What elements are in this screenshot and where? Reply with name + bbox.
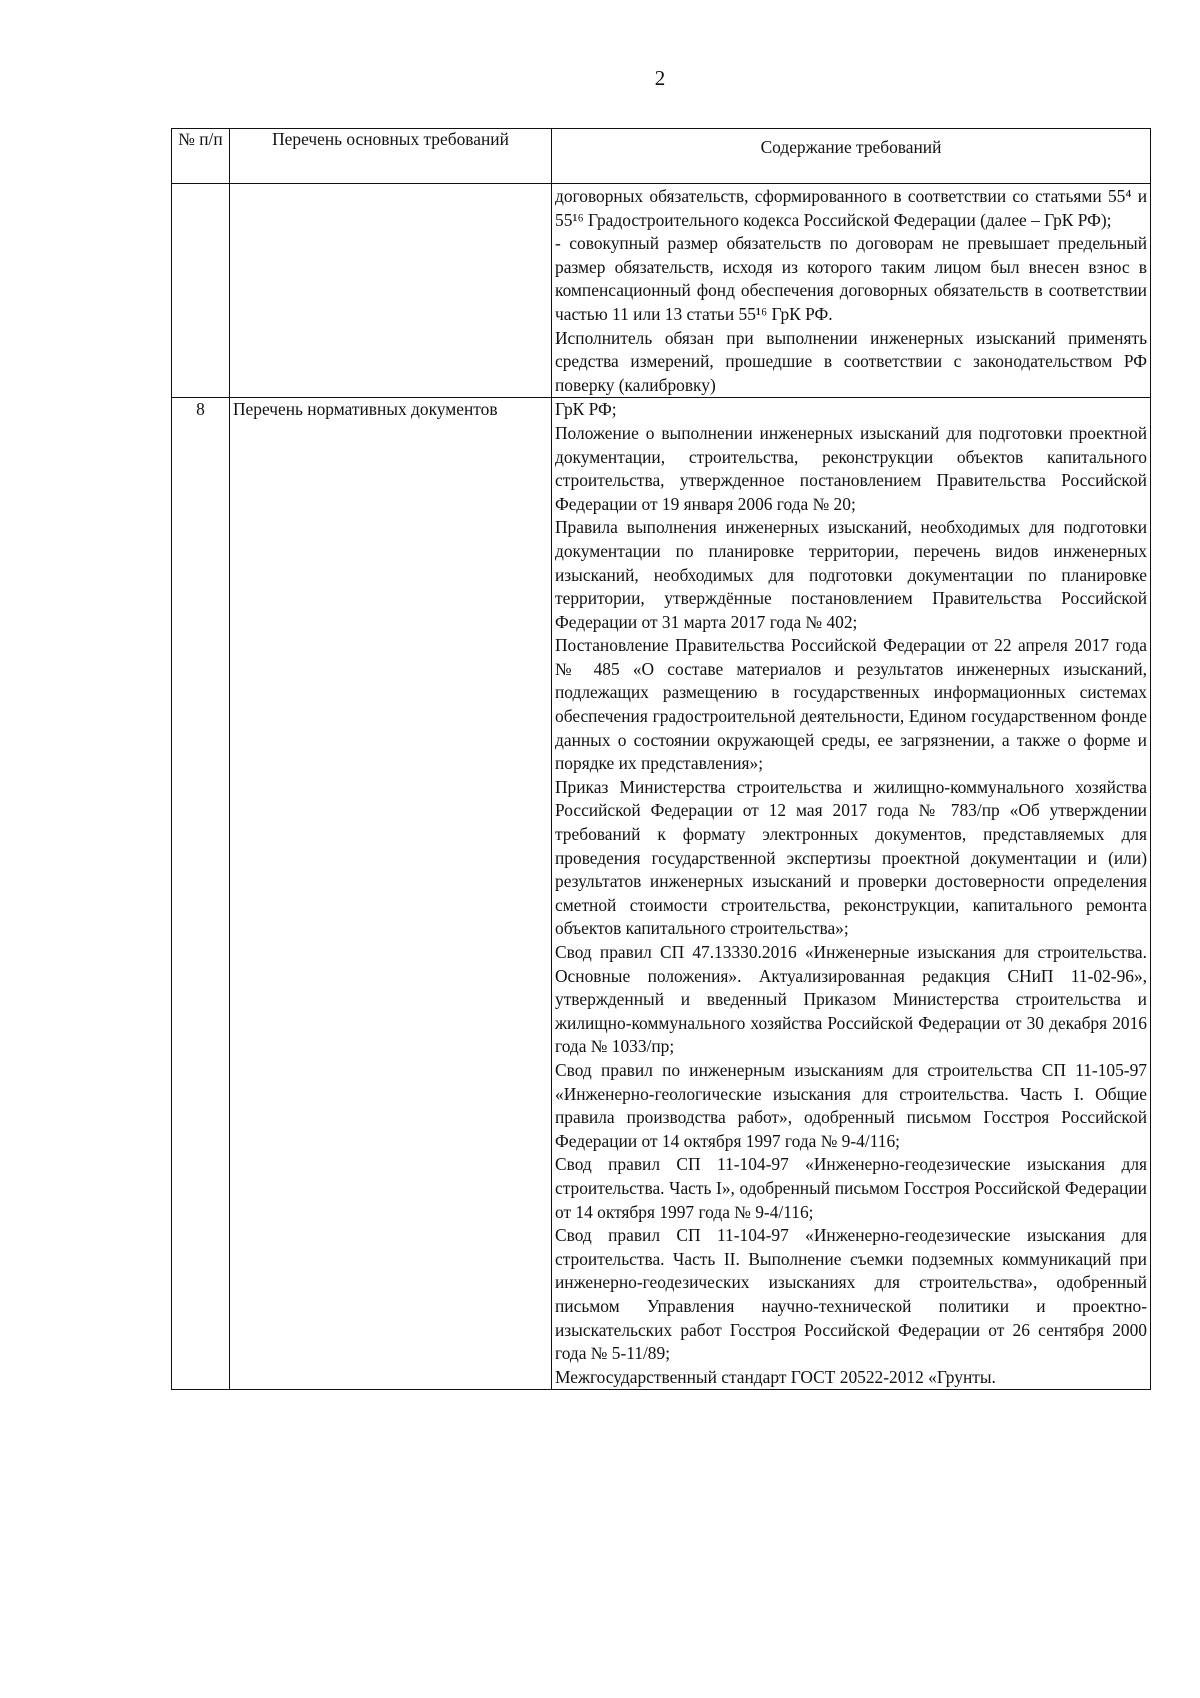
row-requirement-name: Перечень нормативных документов — [230, 398, 552, 1390]
normative-document-item: ГрК РФ; — [555, 399, 617, 420]
content-paragraph: договорных обязательств, сформированного в соответствии со статьями 55⁴ и 55¹⁶ Градостроительного кодекса Российской Федерации (далее – ГрК РФ); — [555, 186, 1147, 230]
row-requirement-content — [552, 184, 1151, 398]
normative-document-item: Приказ Министерства строительства и жилищно-коммунального хозяйства Российской Федерации от 12 мая 2017 года № 783/пр «Об утверждении требований к формату электронных документов, представляемых для проведения государственной экспертизы проектной документации и (или) результатов инженерных изысканий и проверки достоверности определения сметной стоимости строительства, реконструкции, капитального ремонта объектов капитального строительства»; — [555, 776, 1147, 939]
requirements-table — [171, 128, 1151, 1390]
page-number: 2 — [654, 66, 666, 90]
normative-document-item: Межгосударственный стандарт ГОСТ 20522-2012 «Грунты. — [555, 1366, 996, 1387]
table-row-8 — [172, 398, 1151, 1390]
content-paragraph: Исполнитель обязан при выполнении инженерных изысканий применять средства измерений, прошедшие в соответствии с законодательством РФ поверку (калибровку) — [555, 327, 1147, 395]
normative-document-item: Свод правил по инженерным изысканиям для строительства СП 11-105-97 «Инженерно-геологические изыскания для строительства. Часть I. Общие правила производства работ», одобренный письмом Госстроя Российской Федерации от 14 октября 1997 года № 9-4/116; — [555, 1059, 1147, 1151]
table-row-continuation — [172, 184, 1151, 398]
row-number: 8 — [172, 398, 230, 1390]
header-requirements-list: Перечень основных требований — [230, 129, 552, 184]
row-number — [172, 184, 230, 398]
content-paragraph: - совокупный размер обязательств по договорам не превышает предельный размер обязательств, исходя из которого таким лицом был внесен взнос в компенсационный фонд обеспечения договорных обязательств в соответствии частью 11 или 13 статьи 55¹⁶ ГрК РФ. — [555, 233, 1147, 324]
table-header — [172, 129, 1151, 184]
row-requirement-content — [552, 398, 1151, 1390]
normative-document-item: Свод правил СП 11-104-97 «Инженерно-геодезические изыскания для строительства. Часть II. Выполнение съемки подземных коммуникаций при инженерно-геодезических изысканиях для строительства», одобренный письмом Управления научно-технической политики и проектно-изыскательских работ Госстроя Российской Федерации от 26 сентября 2000 года № 5-11/89; — [555, 1225, 1147, 1364]
normative-document-item: Правила выполнения инженерных изысканий, необходимых для подготовки документации по планировке территории, перечень видов инженерных изысканий, необходимых для подготовки документации по планировке территории, утверждённые постановлением Правительства Российской Федерации от 31 марта 2017 года № 402; — [555, 517, 1147, 632]
normative-document-item: Свод правил СП 47.13330.2016 «Инженерные изыскания для строительства. Основные положения». Актуализированная редакция СНиП 11-02-96», утвержденный и введенный Приказом Министерства строительства и жилищно-коммунального хозяйства Российской Федерации от 30 декабря 2016 года № 1033/пр; — [555, 942, 1147, 1057]
normative-document-item: Постановление Правительства Российской Федерации от 22 апреля 2017 года № 485 «О составе материалов и результатов инженерных изысканий, подлежащих размещению в государственных информационных системах обеспечения градостроительной деятельности, Едином государственном фонде данных о состоянии окружающей среды, ее загрязнении, а также о форме и порядке их представления»; — [555, 635, 1147, 774]
normative-document-item: Свод правил СП 11-104-97 «Инженерно-геодезические изыскания для строительства. Часть I», одобренный письмом Госстроя Российской Федерации от 14 октября 1997 года № 9-4/116; — [555, 1154, 1147, 1222]
row-requirement-name — [230, 184, 552, 398]
normative-document-item: Положение о выполнении инженерных изысканий для подготовки проектной документации, строительства, реконструкции объектов капитального строительства, утвержденное постановлением Правительства Российской Федерации от 19 января 2006 года № 20; — [555, 422, 1147, 514]
header-requirements-content: Содержание требований — [552, 129, 1151, 184]
header-number: № п/п — [172, 129, 230, 184]
